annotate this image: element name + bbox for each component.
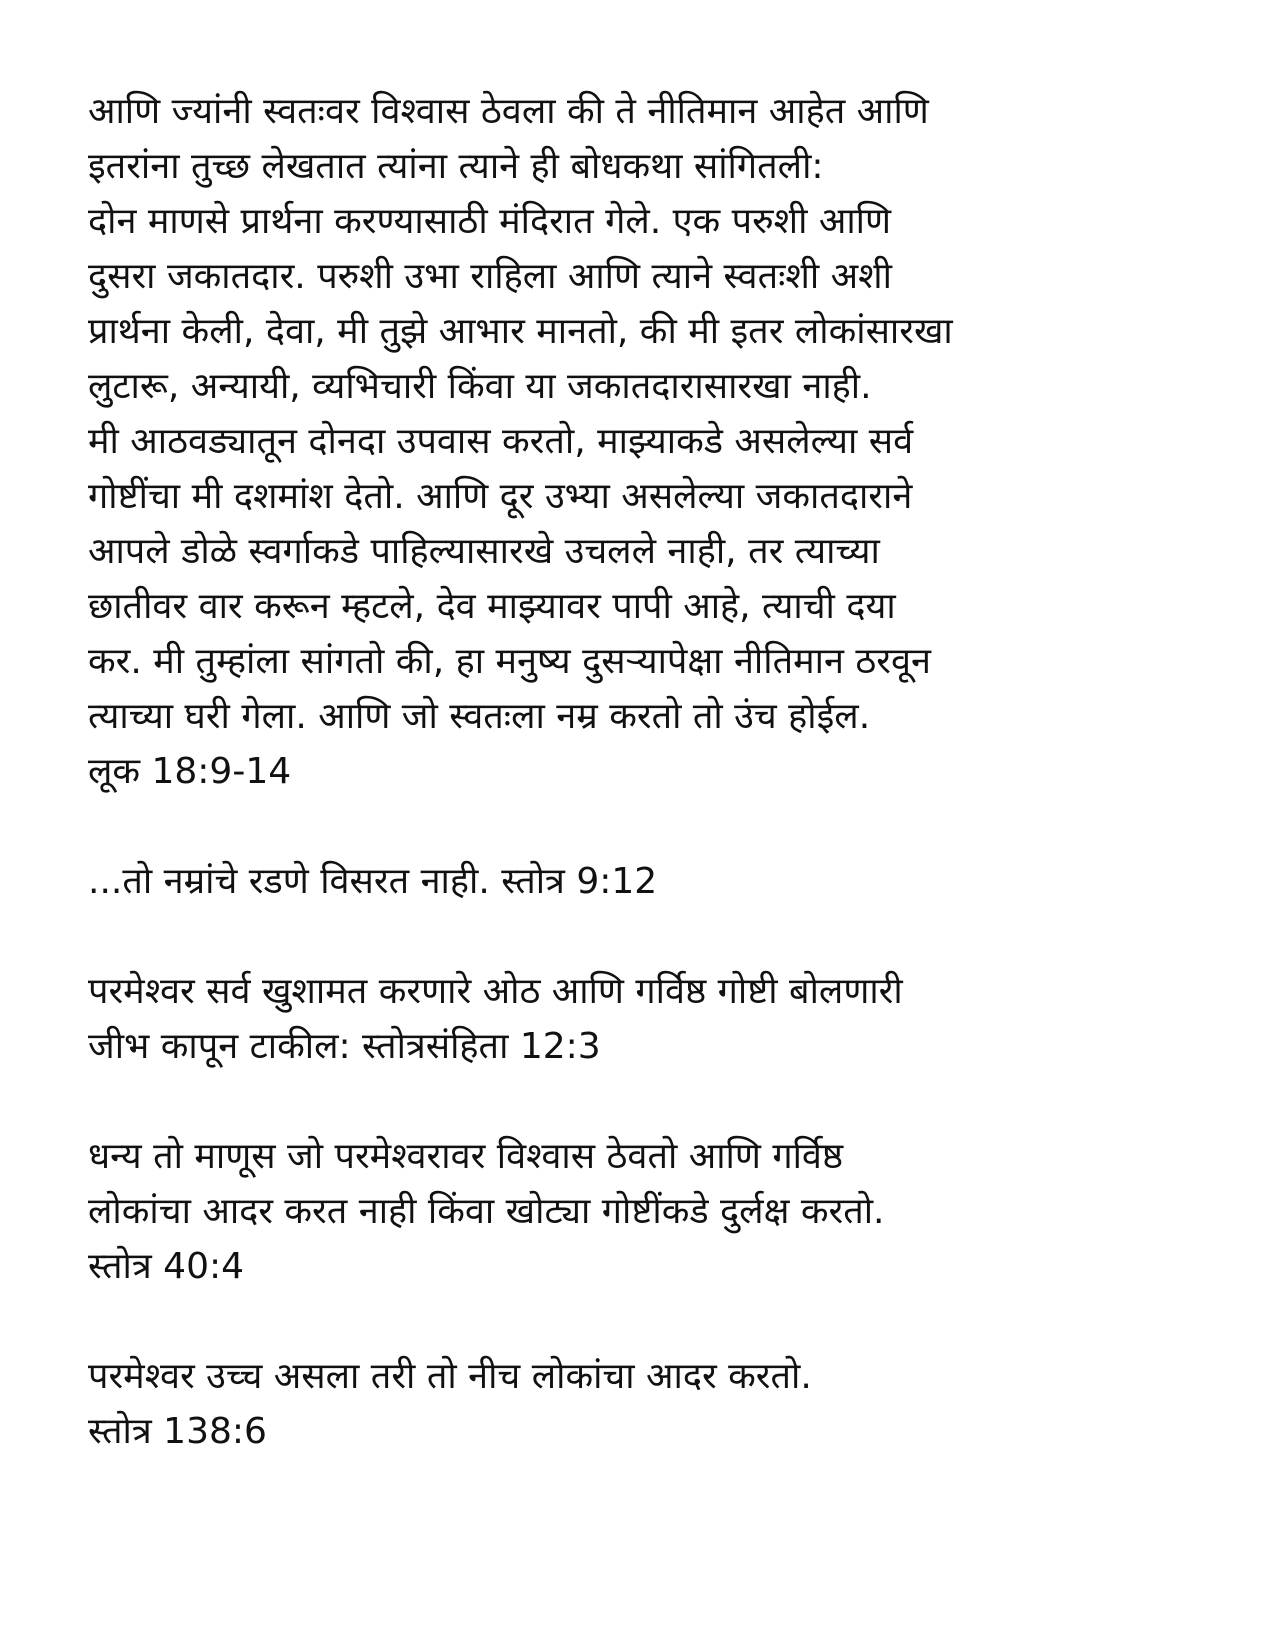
text-line: परमेश्वर सर्व खुशामत करणारे ओठ आणि गर्विष्ठ गोष्टी बोलणारी	[88, 971, 903, 1012]
text-line: गोष्टींचा मी दशमांश देतो. आणि दूर उभ्या असलेल्या जकातदाराने	[88, 476, 913, 517]
text-line: त्याच्या घरी गेला. आणि जो स्वतःला नम्र करतो तो उंच होईल.	[88, 696, 871, 737]
text-line: लोकांचा आदर करत नाही किंवा खोट्या गोष्टींकडे दुर्लक्ष करतो.	[88, 1191, 885, 1232]
document-page	[88, 84, 1238, 1459]
text-line: जीभ कापून टाकील: स्तोत्रसंहिता 12:3	[88, 1026, 601, 1067]
text-line: धन्य तो माणूस जो परमेश्वरावर विश्वास ठेवतो आणि गर्विष्ठ	[88, 1136, 844, 1177]
text-line: परमेश्वर उच्च असला तरी तो नीच लोकांचा आदर करतो.	[88, 1356, 812, 1397]
paragraph-gap	[88, 1294, 1238, 1349]
text-line: आणि ज्यांनी स्वतःवर विश्वास ठेवला की ते नीतिमान आहेत आणि	[88, 91, 929, 132]
text-line: ...तो नम्रांचे रडणे विसरत नाही. स्तोत्र 9:12	[88, 861, 658, 902]
text-line: प्रार्थना केली, देवा, मी तुझे आभार मानतो, की मी इतर लोकांसारखा	[88, 311, 953, 352]
text-line: दोन माणसे प्रार्थना करण्यासाठी मंदिरात गेले. एक परुशी आणि	[88, 201, 892, 242]
text-line: लुटारू, अन्यायी, व्यभिचारी किंवा या जकातदारासारखा नाही.	[88, 366, 872, 407]
text-line: इतरांना तुच्छ लेखतात त्यांना त्याने ही बोधकथा सांगितली:	[88, 146, 824, 187]
paragraph-psalm-12	[88, 964, 1238, 1074]
text-line: छातीवर वार करून म्हटले, देव माझ्यावर पापी आहे, त्याची दया	[88, 586, 896, 627]
reference-line: स्तोत्र 40:4	[88, 1246, 245, 1287]
text-line: मी आठवड्यातून दोनदा उपवास करतो, माझ्याकडे असलेल्या सर्व	[88, 421, 914, 462]
text-line: कर. मी तुम्हांला सांगतो की, हा मनुष्य दुसऱ्यापेक्षा नीतिमान ठरवून	[88, 641, 931, 682]
text-line: आपले डोळे स्वर्गाकडे पाहिल्यासारखे उचलले नाही, तर त्याच्या	[88, 531, 880, 572]
paragraph-parable	[88, 84, 1238, 799]
paragraph-psalm-9	[88, 854, 1238, 909]
paragraph-gap	[88, 909, 1238, 964]
reference-line: स्तोत्र 138:6	[88, 1411, 267, 1452]
paragraph-gap	[88, 799, 1238, 854]
paragraph-psalm-40	[88, 1129, 1238, 1294]
paragraph-psalm-138	[88, 1349, 1238, 1459]
paragraph-gap	[88, 1074, 1238, 1129]
text-line: दुसरा जकातदार. परुशी उभा राहिला आणि त्याने स्वतःशी अशी	[88, 256, 892, 297]
reference-line: लूक 18:9-14	[88, 751, 292, 792]
